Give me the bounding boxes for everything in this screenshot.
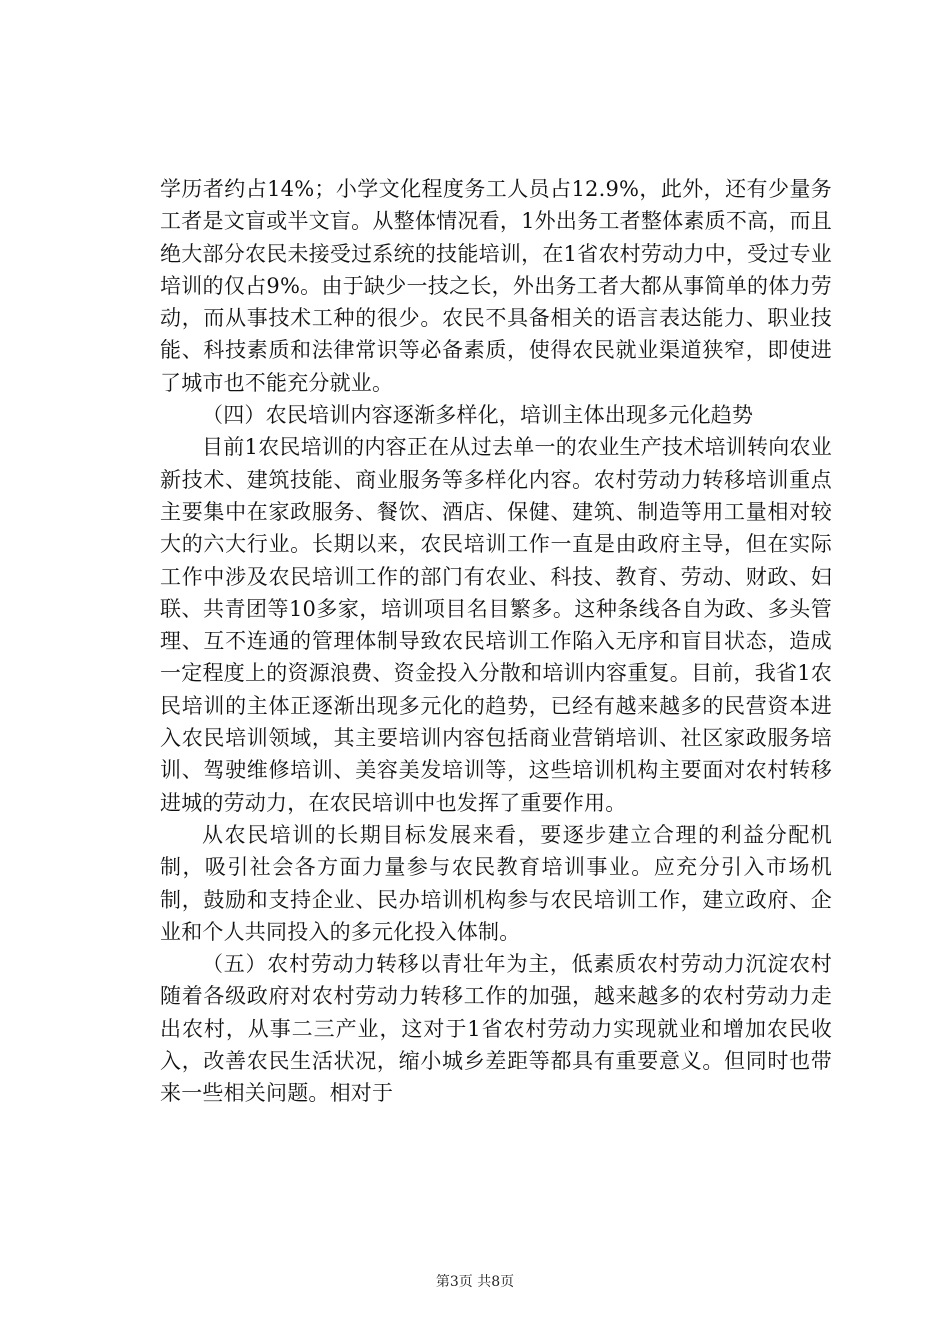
- paragraph-education-stats: 学历者约占14%；小学文化程度务工人员占12.9%，此外，还有少量务工者是文盲或半文盲。从整体情况看，1外出务工者整体素质不高，而且绝大部分农民未接受过系统的技能培训，在1省农村劳动力中，受过专业培训的仅占9%。由于缺少一技之长，外出务工者大都从事简单的体力劳动，而从事技术工种的很少。农民不具备相关的语言表达能力、职业技能、科技素质和法律常识等必备素质，使得农民就业渠道狭窄，即使进了城市也不能充分就业。: [160, 177, 832, 395]
- paragraph-long-term-goals: 从农民培训的长期目标发展来看，要逐步建立合理的利益分配机制，吸引社会各方面力量参与农民教育培训事业。应充分引入市场机制，鼓励和支持企业、民办培训机构参与农民培训工作，建立政府、企业和个人共同投入的多元化投入体制。: [160, 822, 832, 944]
- section-heading-4: （四）农民培训内容逐渐多样化，培训主体出现多元化趋势: [202, 403, 754, 428]
- paragraph-training-content: 目前1农民培训的内容正在从过去单一的农业生产技术培训转向农业新技术、建筑技能、商业服务等多样化内容。农村劳动力转移培训重点主要集中在家政服务、餐饮、酒店、保健、建筑、制造等用工量相对较大的六大行业。长期以来，农民培训工作一直是由政府主导，但在实际工作中涉及农民培训工作的部门有农业、科技、教育、劳动、财政、妇联、共青团等10多家，培训项目名目繁多。这种条线各自为政、多头管理、互不连通的管理体制导致农民培训工作陷入无序和盲目状态，造成一定程度上的资源浪费、资金投入分散和培训内容重复。目前，我省1农民培训的主体正逐渐出现多元化的趋势，已经有越来越多的民营资本进入农民培训领域，其主要培训内容包括商业营销培训、社区家政服务培训、驾驶维修培训、美容美发培训等，这些培训机构主要面对农村转移进城的劳动力，在农民培训中也发挥了重要作用。: [160, 435, 832, 815]
- page-footer: 第3页 共8页: [435, 1274, 515, 1290]
- section-heading-5-paragraph: （五）农村劳动力转移以青壮年为主，低素质农村劳动力沉淀农村随着各级政府对农村劳动力转移工作的加强，越来越多的农村劳动力走出农村，从事二三产业，这对于1省农村劳动力实现就业和增加农民收入，改善农民生活状况，缩小城乡差距等都具有重要意义。但同时也带来一些相关问题。相对于: [160, 952, 832, 1106]
- document-body: [160, 173, 832, 1110]
